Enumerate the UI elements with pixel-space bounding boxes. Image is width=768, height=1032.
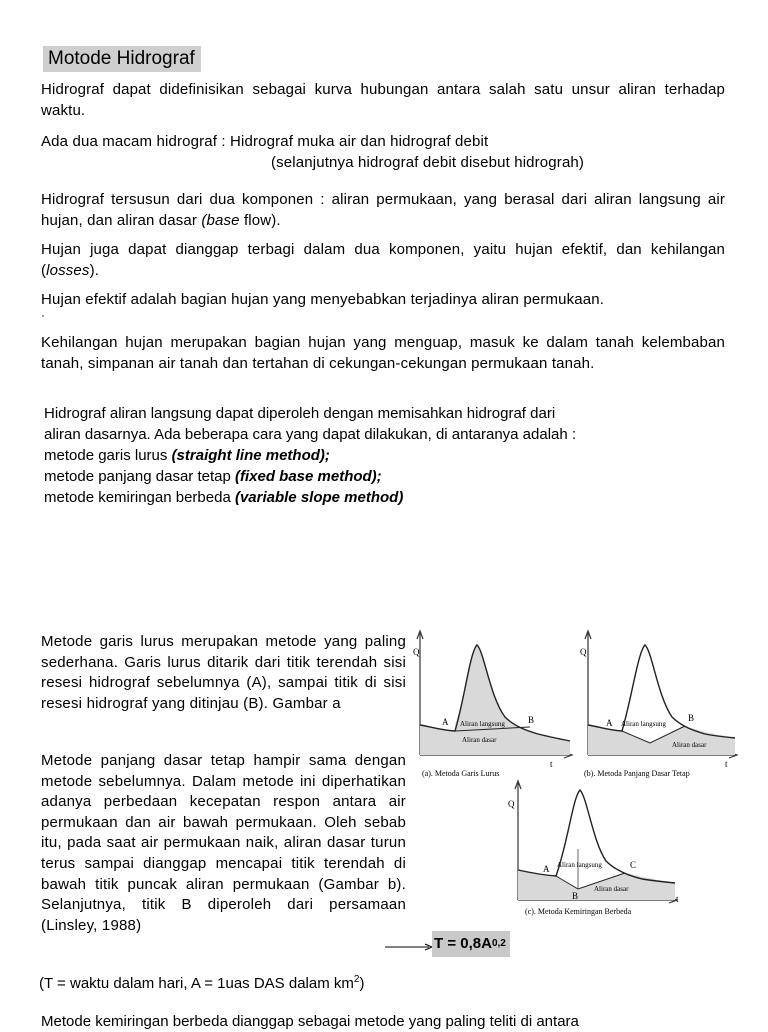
paragraph-fixed-base [41, 751, 406, 936]
methods-intro-1: Hidrograf aliran langsung dapat diperoleh dengan memisahkan hidrograf dari [44, 405, 556, 422]
panel-c-hydrograph [518, 790, 675, 883]
rain-main: Hujan juga dapat dianggap terbagi dalam dua komponen, yaitu hujan efektif, dan kehilangan ( [41, 241, 725, 279]
panel-a-point-b: B [528, 715, 535, 725]
panel-b-base-label: Aliran dasar [672, 741, 707, 749]
method-fixed-base [44, 466, 724, 487]
panel-c-base-label: Aliran dasar [594, 885, 629, 893]
straight-line-text: Metode garis lurus merupakan metode yang paling sederhana. Garis lurus ditarik dari titik terendah sisi resesi hidrograf sebelumnya (A), sampai titik di sisi resesi hidrograf yang ditinjau (B). Gambar a [41, 633, 406, 712]
losses-text: Kehilangan hujan merupakan bagian hujan yang menguap, masuk ke dalam tanah kelembaban tanah, simpanan air tanah dan tertahan di cekungan-cekungan permukaan tanah. [41, 334, 725, 372]
panel-b-t-label: t [725, 759, 728, 769]
panel-c-point-c: C [630, 860, 637, 870]
method-variable-slope [44, 487, 724, 508]
method-straight-line [44, 445, 724, 466]
paragraph-types [41, 131, 725, 173]
panel-c-direct-label: Aliran langsung [557, 861, 602, 869]
note-text: (T = waktu dalam hari, A = 1uas DAS dalam km [39, 975, 354, 992]
panel-b-caption: (b). Metoda Panjang Dasar Tetap [584, 769, 690, 778]
panel-a-direct-label: Aliran langsung [460, 720, 505, 728]
methods-intro-2: aliran dasarnya. Ada beberapa cara yang dapat dilakukan, di antaranya adalah : [44, 426, 577, 443]
formula-box [432, 931, 510, 957]
method-1-italic: (straight line method); [171, 447, 330, 464]
paragraph-definition [41, 79, 725, 121]
method-2-italic: (fixed base method); [234, 468, 382, 485]
stray-dot: · [41, 308, 45, 322]
rain-italic: losses [46, 262, 90, 279]
panel-a-caption: (a). Metoda Garis Lurus [422, 769, 500, 778]
formula-arrow [385, 943, 433, 951]
formula-exponent: 0,2 [491, 938, 506, 949]
note-end: ) [359, 975, 365, 992]
panel-b-point-a: A [606, 718, 613, 728]
components-italic: (base [201, 212, 240, 229]
rain-components-text [41, 239, 725, 281]
panel-a [413, 631, 572, 778]
panel-b-direct-label: Aliran langsung [621, 720, 666, 728]
panel-c-t-label: t [676, 894, 679, 904]
hydrograph-figure [410, 627, 740, 922]
cutoff-paragraph: Metode kemiringan berbeda dianggap sebagai metode yang paling teliti di antara [41, 1013, 579, 1030]
formula-text: T = 0,8A [434, 935, 492, 952]
fixed-base-text: Metode panjang dasar tetap hampir sama dengan metode sebelumnya. Dalam metode ini diperhatikan adanya perbedaan kecepatan respon antara air permukaan dan air bawah permukaan. Oleh sebab itu, pada saat air permukaan naik, aliran dasar turun terus sampai dianggap mencapai titik terendah di bawah titik puncak aliran permukaan (Gambar b). Selanjutnya, titik B diperoleh dari persamaan (Linsley, 1988) [41, 752, 406, 934]
panel-c [508, 781, 679, 916]
note-superscript: 2 [353, 974, 360, 985]
definition-text: Hidrograf dapat didefinisikan sebagai kurva hubungan antara salah satu unsur aliran terhadap waktu. [41, 81, 725, 119]
method-2-label: metode panjang dasar tetap [44, 468, 235, 485]
panel-c-point-b: B [572, 891, 579, 901]
effective-rain-text: Hujan efektif adalah bagian hujan yang menyebabkan terjadinya aliran permukaan. [41, 291, 605, 308]
panel-b-point-b: B [688, 713, 695, 723]
panel-b-q-label: Q [580, 647, 587, 657]
components-text [41, 189, 725, 231]
method-3-italic: (variable slope method) [234, 489, 404, 506]
panel-c-q-label: Q [508, 799, 515, 809]
panel-c-caption: (c). Metoda Kemiringan Berbeda [525, 907, 632, 916]
components-main: Hidrograf tersusun dari dua komponen : aliran permukaan, yang berasal dari aliran langsung air hujan, dan aliran dasar [41, 191, 725, 229]
formula-note [39, 969, 364, 994]
method-3-label: metode kemiringan berbeda [44, 489, 235, 506]
panel-a-base-label: Aliran dasar [462, 736, 497, 744]
panel-a-q-label: Q [413, 647, 420, 657]
panel-a-point-a: A [442, 717, 449, 727]
paragraph-losses [41, 332, 725, 374]
page-title: Motode Hidrograf [43, 46, 201, 72]
rain-end: ). [89, 262, 100, 279]
paragraph-components [41, 189, 725, 231]
methods-list [44, 403, 724, 508]
paragraph-straight-line [41, 632, 406, 714]
types-line-1: Ada dua macam hidrograf : Hidrograf muka air dan hidrograf debit [41, 133, 489, 150]
panel-b [580, 631, 737, 778]
panel-a-t-label: t [550, 759, 553, 769]
paragraph-effective-rain [41, 289, 725, 310]
paragraph-rain-components [41, 239, 725, 281]
types-line-2: (selanjutnya hidrograf debit disebut hidrograh) [271, 154, 585, 171]
components-end: flow). [239, 212, 281, 229]
panel-c-point-a: A [543, 864, 550, 874]
method-1-label: metode garis lurus [44, 447, 172, 464]
